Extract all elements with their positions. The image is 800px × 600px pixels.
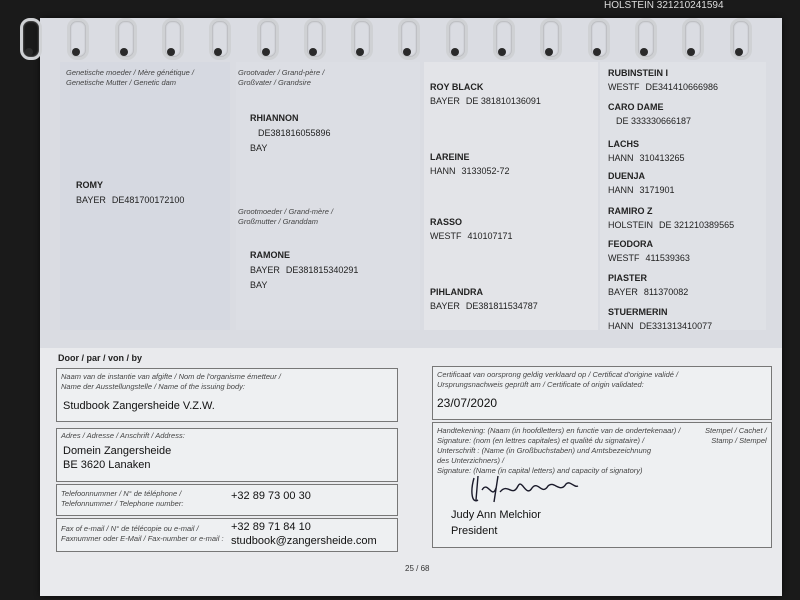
punch-hole <box>735 48 743 56</box>
gen3-ancestor: LAREINE HANN 3133052-72 <box>430 152 510 176</box>
granddam-registration: BAYER DE381815340291 <box>250 265 359 275</box>
grandsire-color: BAY <box>250 143 268 153</box>
address-line1: Domein Zangersheide <box>63 445 172 457</box>
issuing-body-box <box>56 368 398 422</box>
signature-label: Handtekening: (Naam (in hoofdletters) en functie van de ondertekenaar) / Signature: (nom (en lettres capitales) et qualité du signataire) / Unterschrift : (Name (in Großbuchstaben) und Amtsbezeichnung des Unterzichners) / Signature: (Name (in capital letters) and capacity of signatory) <box>437 426 681 475</box>
issuing-body-name: Studbook Zangersheide V.Z.W. <box>63 400 215 412</box>
gen4-ancestor: RUBINSTEIN I WESTF DE341410666986 <box>608 68 719 92</box>
address-box <box>56 428 398 482</box>
dam-registration: BAYER DE481700172100 <box>76 195 185 205</box>
punch-hole <box>120 48 128 56</box>
phone-box <box>56 484 398 516</box>
punch-hole <box>498 48 506 56</box>
punch-hole <box>593 48 601 56</box>
gen3-ancestor: RASSO WESTF 410107171 <box>430 217 513 241</box>
punch-hole <box>262 48 270 56</box>
fax-email-box <box>56 518 398 552</box>
punch-hole <box>25 48 33 56</box>
fax-email-label: Fax of e-mail / N° de télécopie ou e-mail / Faxnummer oder E-Mail / Fax-number or e-mail : <box>61 524 224 543</box>
gen4-ancestor: DUENJA HANN 3171901 <box>608 171 675 195</box>
email-address: studbook@zangersheide.com <box>231 535 377 547</box>
address-line2: BE 3620 Lanaken <box>63 459 151 471</box>
handwritten-signature <box>468 470 588 510</box>
address-label: Adres / Adresse / Anschrift / Address: <box>61 431 185 440</box>
grandsire-label: Grootvader / Grand-père / Großvater / Grandsire <box>238 68 325 87</box>
certificate-label: Certificaat van oorsprong geldig verklaard op / Certificat d'origine validé / Ursprungsnachweis geprüft am / Certificate of origin validated: <box>437 370 679 389</box>
punch-hole <box>451 48 459 56</box>
gen4-ancestor: LACHS HANN 310413265 <box>608 139 685 163</box>
binder-rings <box>20 18 765 58</box>
signatory-name: Judy Ann Melchior <box>451 509 541 521</box>
stamp-label: Stempel / Cachet / Stamp / Stempel <box>705 426 767 445</box>
gen4-ancestor: STUERMERIN HANN DE331313410077 <box>608 307 713 331</box>
punch-hole <box>309 48 317 56</box>
fax-number: +32 89 71 84 10 <box>231 521 311 533</box>
gen4-ancestor: RAMIRO Z HOLSTEIN DE 321210389565 <box>608 206 735 230</box>
certificate-box <box>432 366 772 420</box>
dam-name: ROMY <box>76 180 103 190</box>
gen3-ancestor: PIHLANDRA BAYER DE381811534787 <box>430 287 538 311</box>
issuer-heading: Door / par / von / by <box>58 353 143 363</box>
granddam-name: RAMONE <box>250 250 290 260</box>
dam-label: Genetische moeder / Mère génétique / Genetische Mutter / Genetic dam <box>66 68 194 87</box>
granddam-label: Grootmoeder / Grand-mère / Großmutter / Granddam <box>238 207 334 226</box>
gen3-ancestor: ROY BLACK BAYER DE 381810136091 <box>430 82 541 106</box>
signatory-title: President <box>451 525 498 537</box>
header-code: HOLSTEIN 321210241594 <box>604 0 724 11</box>
gen4-ancestor: FEODORA WESTF 411539363 <box>608 239 690 263</box>
certificate-date: 23/07/2020 <box>437 396 498 410</box>
punch-hole <box>640 48 648 56</box>
page-number: 25 / 68 <box>405 564 430 573</box>
granddam-color: BAY <box>250 280 268 290</box>
phone-label: Telefoonnummer / N° de téléphone / Telefonnummer / Telephone number: <box>61 489 184 508</box>
phone-number: +32 89 73 00 30 <box>231 490 311 502</box>
gen4-ancestor: CARO DAME DE 333330666187 <box>608 102 692 126</box>
grandsire-name: RHIANNON <box>250 113 299 123</box>
issuing-body-label: Naam van de instantie van afgifte / Nom de l'organisme émetteur / Name der Ausstellungstelle / Name of the issuing body: <box>61 372 281 391</box>
gen4-ancestor: PIASTER BAYER 811370082 <box>608 273 689 297</box>
grandsire-id: DE381816055896 <box>258 128 331 138</box>
punch-hole <box>167 48 175 56</box>
